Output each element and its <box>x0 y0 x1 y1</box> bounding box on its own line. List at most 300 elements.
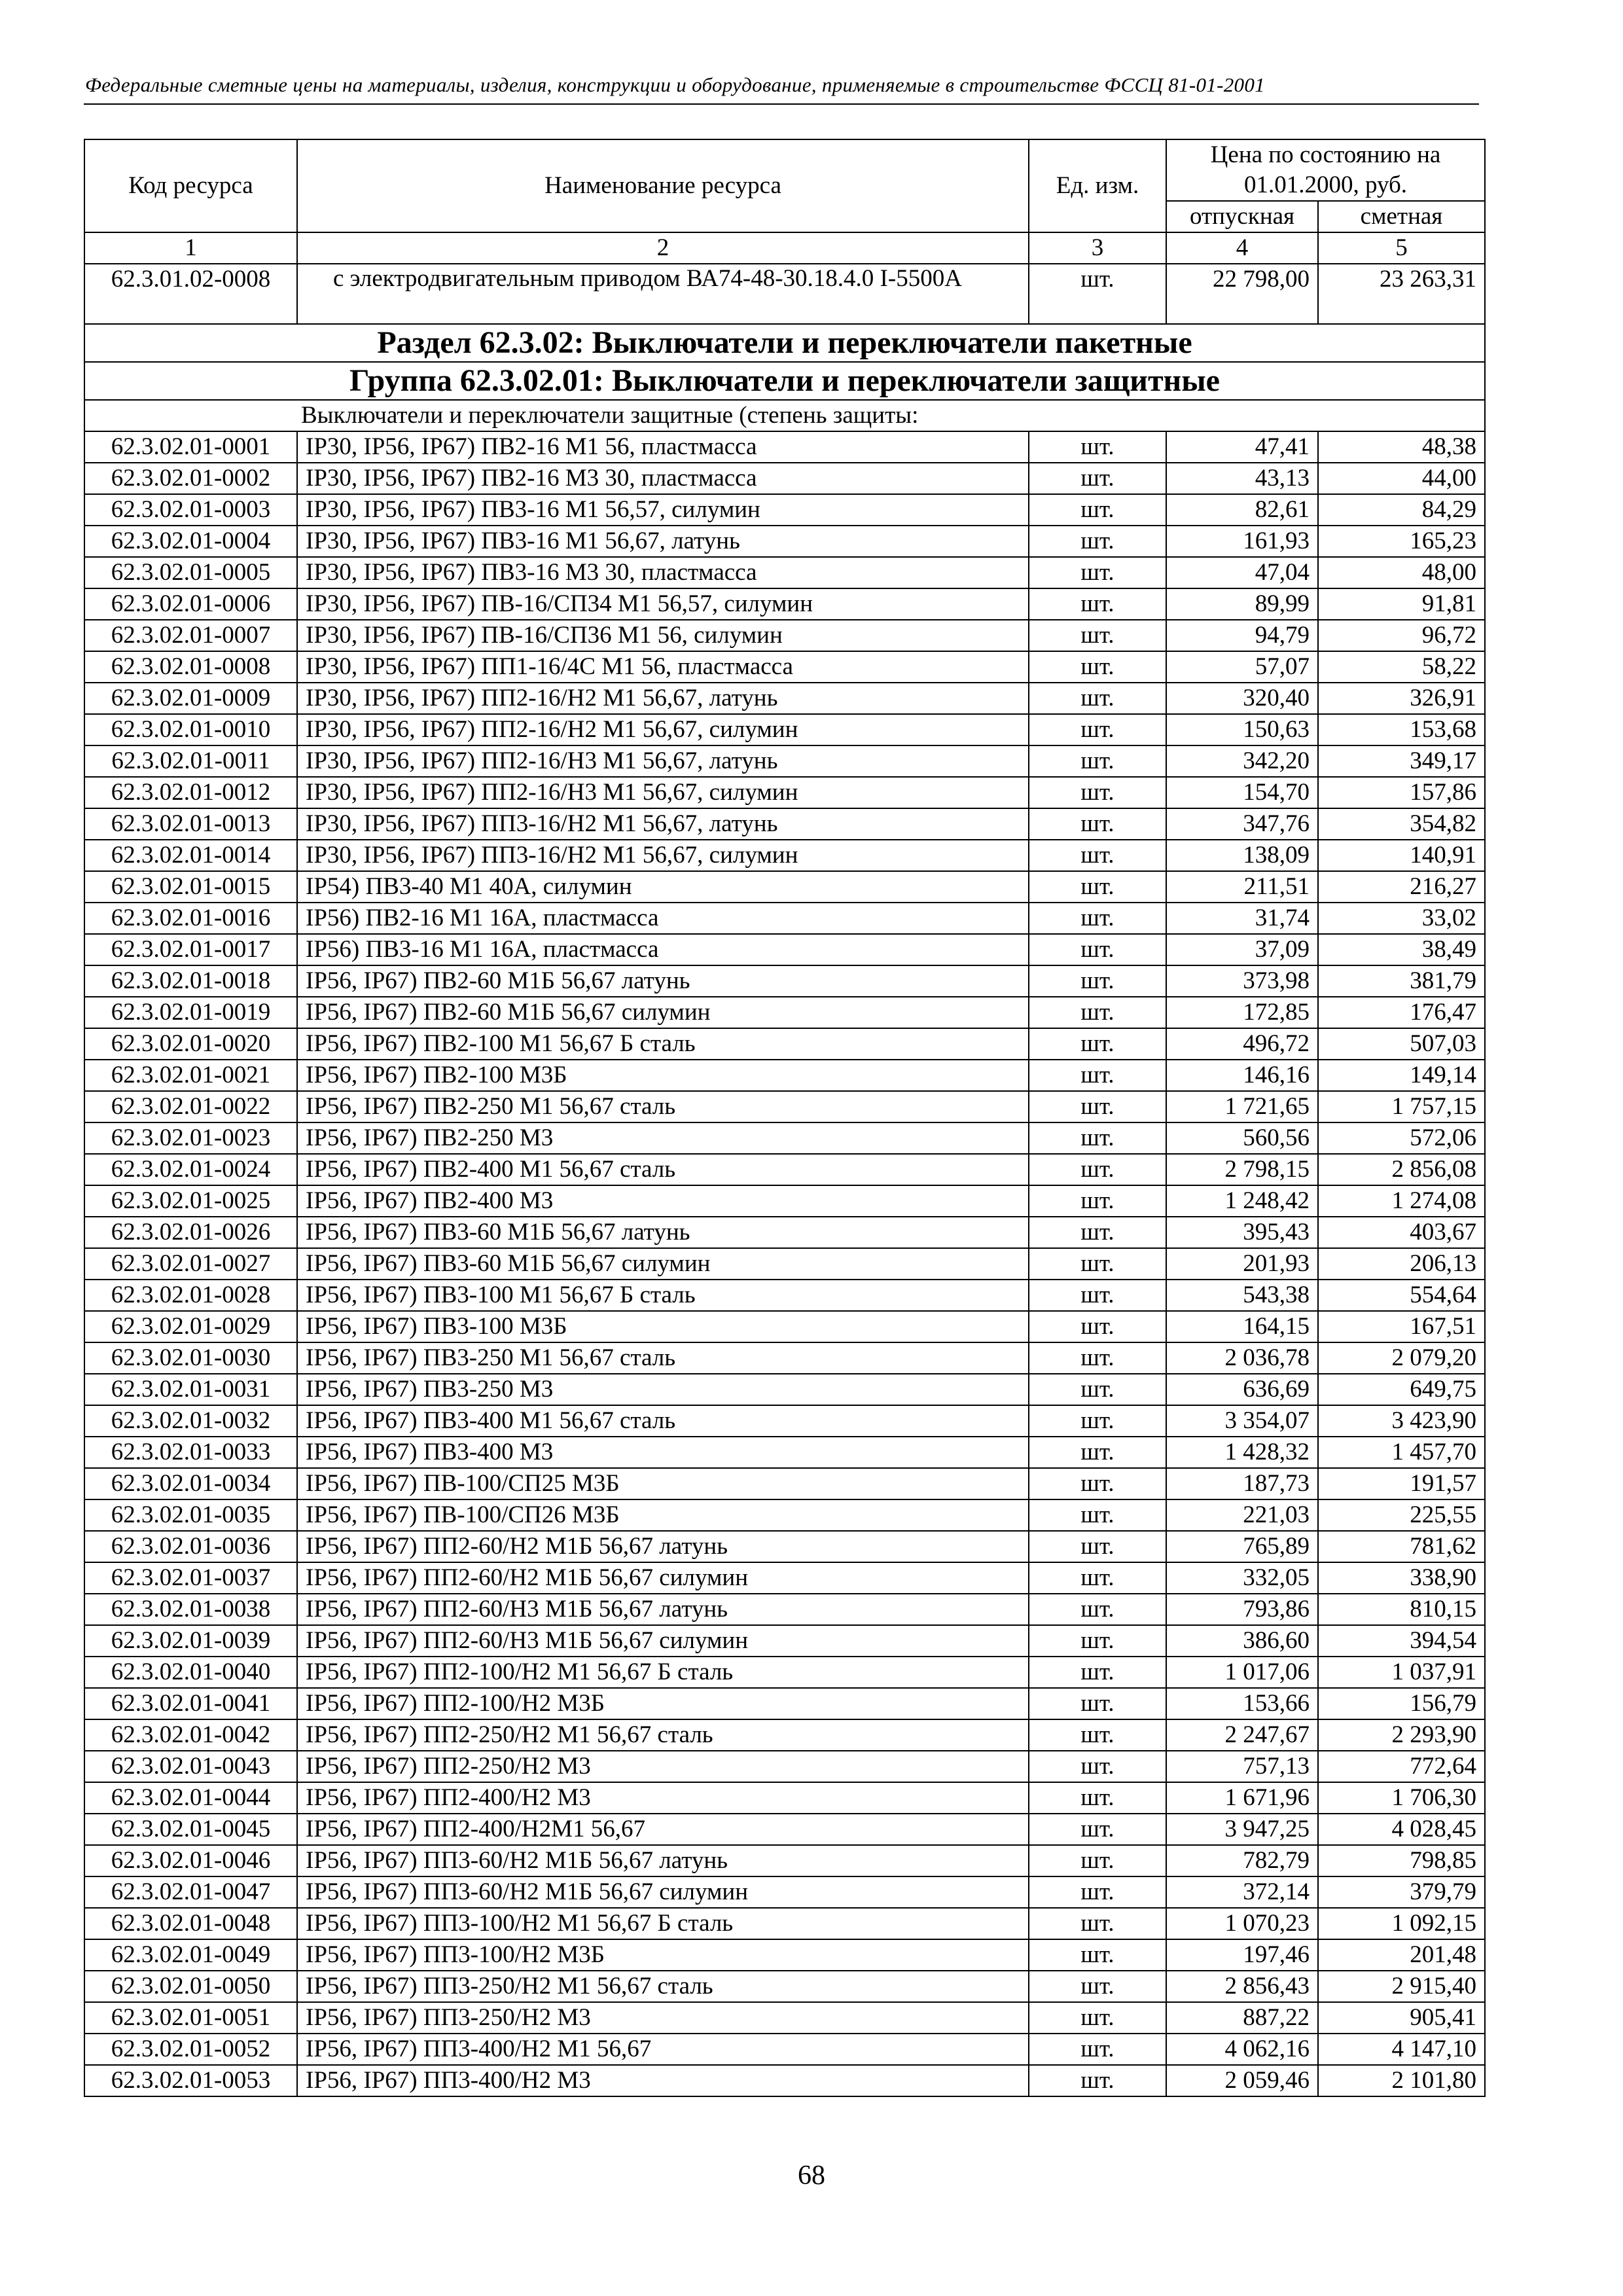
resource-name: IP56, IP67) ПП2-250/Н2 М3 <box>297 1751 1029 1782</box>
resource-unit: шт. <box>1029 745 1166 777</box>
resource-code: 62.3.02.01-0023 <box>84 1122 297 1154</box>
resource-unit: шт. <box>1029 840 1166 871</box>
resource-unit: шт. <box>1029 651 1166 683</box>
resource-code: 62.3.02.01-0026 <box>84 1217 297 1248</box>
estimate-price: 216,27 <box>1318 871 1485 903</box>
resource-name: IP56, IP67) ПП3-400/Н2 М1 56,67 <box>297 2034 1029 2065</box>
resource-code: 62.3.02.01-0029 <box>84 1311 297 1342</box>
resource-unit: шт. <box>1029 620 1166 651</box>
table-row <box>84 431 1485 463</box>
col-header-code: Код ресурса <box>84 139 297 232</box>
resource-unit: шт. <box>1029 1814 1166 1845</box>
resource-name: IP56, IP67) ПП2-400/Н2М1 56,67 <box>297 1814 1029 1845</box>
estimate-price: 2 079,20 <box>1318 1342 1485 1374</box>
estimate-price: 354,82 <box>1318 808 1485 840</box>
resource-unit: шт. <box>1029 1028 1166 1060</box>
table-row <box>84 494 1485 526</box>
resource-name: IP30, IP56, IP67) ПВ2-16 М3 30, пластмасса <box>297 463 1029 494</box>
resource-unit: шт. <box>1029 777 1166 808</box>
estimate-price: 1 274,08 <box>1318 1185 1485 1217</box>
resource-unit: шт. <box>1029 264 1166 324</box>
resource-unit: шт. <box>1029 965 1166 997</box>
resource-unit: шт. <box>1029 1280 1166 1311</box>
page-number: 68 <box>798 2161 825 2191</box>
estimate-price: 23 263,31 <box>1318 264 1485 324</box>
release-price: 496,72 <box>1166 1028 1318 1060</box>
resource-code: 62.3.02.01-0051 <box>84 2002 297 2034</box>
estimate-price: 326,91 <box>1318 683 1485 714</box>
resource-name: IP56, IP67) ПВ2-400 М3 <box>297 1185 1029 1217</box>
resource-code: 62.3.02.01-0040 <box>84 1657 297 1688</box>
resource-name: IP56) ПВ3-16 М1 16А, пластмасса <box>297 934 1029 965</box>
resource-name: IP30, IP56, IP67) ПВ3-16 М1 56,67, латунь <box>297 526 1029 557</box>
release-price: 386,60 <box>1166 1625 1318 1657</box>
resource-name: IP56, IP67) ПП2-60/Н3 М1Б 56,67 латунь <box>297 1594 1029 1625</box>
estimate-price: 1 757,15 <box>1318 1091 1485 1122</box>
resource-name: IP56, IP67) ПП2-250/Н2 М1 56,67 сталь <box>297 1719 1029 1751</box>
estimate-price: 48,00 <box>1318 557 1485 588</box>
resource-unit: шт. <box>1029 1405 1166 1437</box>
release-price: 3 354,07 <box>1166 1405 1318 1437</box>
release-price: 342,20 <box>1166 745 1318 777</box>
release-price: 2 059,46 <box>1166 2065 1318 2096</box>
release-price: 765,89 <box>1166 1531 1318 1562</box>
resource-unit: шт. <box>1029 1719 1166 1751</box>
resource-name: IP56, IP67) ПП3-250/Н2 М1 56,67 сталь <box>297 1971 1029 2002</box>
estimate-price: 206,13 <box>1318 1248 1485 1280</box>
table-row <box>84 1091 1485 1122</box>
resource-unit: шт. <box>1029 1751 1166 1782</box>
estimate-price: 905,41 <box>1318 2002 1485 2034</box>
estimate-price: 191,57 <box>1318 1468 1485 1499</box>
resource-name: IP30, IP56, IP67) ПП2-16/Н3 М1 56,67, силумин <box>297 777 1029 808</box>
estimate-price: 149,14 <box>1318 1060 1485 1091</box>
resource-code: 62.3.02.01-0052 <box>84 2034 297 2065</box>
col-number: 3 <box>1029 232 1166 264</box>
resource-code: 62.3.02.01-0042 <box>84 1719 297 1751</box>
estimate-price: 381,79 <box>1318 965 1485 997</box>
estimate-price: 394,54 <box>1318 1625 1485 1657</box>
resource-name: IP30, IP56, IP67) ПП3-16/Н2 М1 56,67, латунь <box>297 808 1029 840</box>
resource-unit: шт. <box>1029 1185 1166 1217</box>
resource-unit: шт. <box>1029 1562 1166 1594</box>
resource-unit: шт. <box>1029 1876 1166 1908</box>
resource-name: IP56, IP67) ПВ2-60 М1Б 56,67 латунь <box>297 965 1029 997</box>
resource-name: IP30, IP56, IP67) ПВ3-16 М1 56,57, силумин <box>297 494 1029 526</box>
header-rule <box>84 103 1479 105</box>
release-price: 47,04 <box>1166 557 1318 588</box>
estimate-price: 649,75 <box>1318 1374 1485 1405</box>
table-row <box>84 1028 1485 1060</box>
estimate-price: 3 423,90 <box>1318 1405 1485 1437</box>
resource-unit: шт. <box>1029 1782 1166 1814</box>
table-row <box>84 1782 1485 1814</box>
resource-name: IP30, IP56, IP67) ПВ2-16 М1 56, пластмасса <box>297 431 1029 463</box>
estimate-price: 225,55 <box>1318 1499 1485 1531</box>
estimate-price: 2 856,08 <box>1318 1154 1485 1185</box>
resource-code: 62.3.02.01-0034 <box>84 1468 297 1499</box>
table-row <box>84 683 1485 714</box>
resource-name: IP30, IP56, IP67) ПВ-16/СП36 М1 56, силумин <box>297 620 1029 651</box>
release-price: 1 070,23 <box>1166 1908 1318 1939</box>
resource-name: IP30, IP56, IP67) ПП2-16/Н3 М1 56,67, латунь <box>297 745 1029 777</box>
table-row <box>84 903 1485 934</box>
col-header-unit: Ед. изм. <box>1029 139 1166 232</box>
estimate-price: 167,51 <box>1318 1311 1485 1342</box>
resource-code: 62.3.02.01-0053 <box>84 2065 297 2096</box>
resource-code: 62.3.02.01-0045 <box>84 1814 297 1845</box>
resource-name: IP56, IP67) ПВ2-100 М3Б <box>297 1060 1029 1091</box>
resource-unit: шт. <box>1029 1091 1166 1122</box>
resource-unit: шт. <box>1029 714 1166 745</box>
table-row <box>84 840 1485 871</box>
release-price: 154,70 <box>1166 777 1318 808</box>
resource-name: IP30, IP56, IP67) ПВ3-16 М3 30, пластмасса <box>297 557 1029 588</box>
table-row <box>84 588 1485 620</box>
resource-name: IP30, IP56, IP67) ПП2-16/Н2 М1 56,67, силумин <box>297 714 1029 745</box>
resource-code: 62.3.02.01-0001 <box>84 431 297 463</box>
resource-unit: шт. <box>1029 463 1166 494</box>
resource-name: IP56, IP67) ПВ3-250 М1 56,67 сталь <box>297 1342 1029 1374</box>
resource-code: 62.3.02.01-0035 <box>84 1499 297 1531</box>
resource-name: IP56, IP67) ПВ3-400 М3 <box>297 1437 1029 1468</box>
release-price: 2 036,78 <box>1166 1342 1318 1374</box>
estimate-price: 572,06 <box>1318 1122 1485 1154</box>
col-header-price: Цена по состоянию на 01.01.2000, руб. <box>1166 139 1485 201</box>
resource-name: IP30, IP56, IP67) ПП2-16/Н2 М1 56,67, латунь <box>297 683 1029 714</box>
table-row <box>84 1939 1485 1971</box>
table-row <box>84 2002 1485 2034</box>
estimate-price: 4 028,45 <box>1318 1814 1485 1845</box>
estimate-price: 140,91 <box>1318 840 1485 871</box>
release-price: 1 671,96 <box>1166 1782 1318 1814</box>
release-price: 347,76 <box>1166 808 1318 840</box>
table-row <box>84 1185 1485 1217</box>
resource-code: 62.3.02.01-0003 <box>84 494 297 526</box>
estimate-price: 153,68 <box>1318 714 1485 745</box>
estimate-price: 554,64 <box>1318 1280 1485 1311</box>
resource-code: 62.3.02.01-0043 <box>84 1751 297 1782</box>
resource-code: 62.3.02.01-0038 <box>84 1594 297 1625</box>
resource-name: IP56, IP67) ПП3-250/Н2 М3 <box>297 2002 1029 2034</box>
estimate-price: 1 706,30 <box>1318 1782 1485 1814</box>
resource-unit: шт. <box>1029 1971 1166 2002</box>
col-number: 4 <box>1166 232 1318 264</box>
table-row <box>84 620 1485 651</box>
resource-unit: шт. <box>1029 1908 1166 1939</box>
release-price: 793,86 <box>1166 1594 1318 1625</box>
resource-code: 62.3.02.01-0008 <box>84 651 297 683</box>
release-price: 37,09 <box>1166 934 1318 965</box>
resource-name: IP56, IP67) ПВ2-250 М1 56,67 сталь <box>297 1091 1029 1122</box>
group-description: Выключатели и переключатели защитные (степень защиты: <box>84 400 1485 431</box>
resource-code: 62.3.02.01-0017 <box>84 934 297 965</box>
resource-code: 62.3.02.01-0009 <box>84 683 297 714</box>
estimate-price: 176,47 <box>1318 997 1485 1028</box>
resource-unit: шт. <box>1029 934 1166 965</box>
release-price: 138,09 <box>1166 840 1318 871</box>
estimate-price: 338,90 <box>1318 1562 1485 1594</box>
estimate-price: 33,02 <box>1318 903 1485 934</box>
release-price: 172,85 <box>1166 997 1318 1028</box>
resource-unit: шт. <box>1029 1217 1166 1248</box>
release-price: 161,93 <box>1166 526 1318 557</box>
resource-code: 62.3.02.01-0014 <box>84 840 297 871</box>
estimate-price: 798,85 <box>1318 1845 1485 1876</box>
estimate-price: 48,38 <box>1318 431 1485 463</box>
release-price: 221,03 <box>1166 1499 1318 1531</box>
resource-name: IP56, IP67) ПП3-60/Н2 М1Б 56,67 латунь <box>297 1845 1029 1876</box>
estimate-price: 58,22 <box>1318 651 1485 683</box>
resource-unit: шт. <box>1029 997 1166 1028</box>
resource-code: 62.3.02.01-0027 <box>84 1248 297 1280</box>
resource-code: 62.3.02.01-0044 <box>84 1782 297 1814</box>
resource-name: IP56, IP67) ПП2-60/Н3 М1Б 56,67 силумин <box>297 1625 1029 1657</box>
resource-code: 62.3.02.01-0022 <box>84 1091 297 1122</box>
resource-unit: шт. <box>1029 526 1166 557</box>
resource-unit: шт. <box>1029 1531 1166 1562</box>
resource-unit: шт. <box>1029 2065 1166 2096</box>
table-row <box>84 997 1485 1028</box>
estimate-price: 165,23 <box>1318 526 1485 557</box>
release-price: 211,51 <box>1166 871 1318 903</box>
table-row <box>84 1217 1485 1248</box>
resource-code: 62.3.02.01-0032 <box>84 1405 297 1437</box>
estimate-price: 4 147,10 <box>1318 2034 1485 2065</box>
table-row <box>84 1311 1485 1342</box>
col-header-name: Наименование ресурса <box>297 139 1029 232</box>
table-row <box>84 1876 1485 1908</box>
release-price: 636,69 <box>1166 1374 1318 1405</box>
table-row <box>84 965 1485 997</box>
resource-name: IP56, IP67) ПВ3-60 М1Б 56,67 силумин <box>297 1248 1029 1280</box>
resource-unit: шт. <box>1029 494 1166 526</box>
resource-unit: шт. <box>1029 1939 1166 1971</box>
estimate-price: 91,81 <box>1318 588 1485 620</box>
resource-code: 62.3.02.01-0033 <box>84 1437 297 1468</box>
col-number: 5 <box>1318 232 1485 264</box>
resource-code: 62.3.02.01-0024 <box>84 1154 297 1185</box>
table-row <box>84 1060 1485 1091</box>
resource-name: IP56, IP67) ПП2-60/Н2 М1Б 56,67 силумин <box>297 1562 1029 1594</box>
resource-code: 62.3.02.01-0039 <box>84 1625 297 1657</box>
estimate-price: 1 092,15 <box>1318 1908 1485 1939</box>
col-number: 2 <box>297 232 1029 264</box>
group-title: Группа 62.3.02.01: Выключатели и переключатели защитные <box>84 362 1485 400</box>
resource-code: 62.3.02.01-0037 <box>84 1562 297 1594</box>
release-price: 887,22 <box>1166 2002 1318 2034</box>
resource-name: IP30, IP56, IP67) ПП3-16/Н2 М1 56,67, силумин <box>297 840 1029 871</box>
col-number: 1 <box>84 232 297 264</box>
resource-code: 62.3.02.01-0002 <box>84 463 297 494</box>
resource-unit: шт. <box>1029 1311 1166 1342</box>
estimate-price: 96,72 <box>1318 620 1485 651</box>
resource-unit: шт. <box>1029 808 1166 840</box>
estimate-price: 157,86 <box>1318 777 1485 808</box>
release-price: 94,79 <box>1166 620 1318 651</box>
estimate-price: 810,15 <box>1318 1594 1485 1625</box>
table-row <box>84 557 1485 588</box>
resource-code: 62.3.02.01-0018 <box>84 965 297 997</box>
resource-name: IP56, IP67) ПП2-60/Н2 М1Б 56,67 латунь <box>297 1531 1029 1562</box>
resource-name: IP56, IP67) ПП3-60/Н2 М1Б 56,67 силумин <box>297 1876 1029 1908</box>
table-row <box>84 1688 1485 1719</box>
release-price: 89,99 <box>1166 588 1318 620</box>
release-price: 187,73 <box>1166 1468 1318 1499</box>
release-price: 372,14 <box>1166 1876 1318 1908</box>
table-row <box>84 745 1485 777</box>
table-row <box>84 2034 1485 2065</box>
release-price: 22 798,00 <box>1166 264 1318 324</box>
resource-code: 62.3.02.01-0007 <box>84 620 297 651</box>
table-row <box>84 1280 1485 1311</box>
section-title: Раздел 62.3.02: Выключатели и переключатели пакетные <box>84 324 1485 362</box>
resource-unit: шт. <box>1029 557 1166 588</box>
resource-unit: шт. <box>1029 1657 1166 1688</box>
estimate-price: 403,67 <box>1318 1217 1485 1248</box>
estimate-price: 201,48 <box>1318 1939 1485 1971</box>
estimate-price: 781,62 <box>1318 1531 1485 1562</box>
release-price: 31,74 <box>1166 903 1318 934</box>
table-row <box>84 1122 1485 1154</box>
table-row <box>84 1154 1485 1185</box>
resource-name: IP56, IP67) ПВ3-60 М1Б 56,67 латунь <box>297 1217 1029 1248</box>
resource-unit: шт. <box>1029 1154 1166 1185</box>
table-row <box>84 1719 1485 1751</box>
release-price: 164,15 <box>1166 1311 1318 1342</box>
resource-code: 62.3.02.01-0011 <box>84 745 297 777</box>
table-row <box>84 1499 1485 1531</box>
resource-name: IP56, IP67) ПВ3-400 М1 56,67 сталь <box>297 1405 1029 1437</box>
resource-code: 62.3.02.01-0046 <box>84 1845 297 1876</box>
resource-code: 62.3.02.01-0016 <box>84 903 297 934</box>
resource-code: 62.3.02.01-0004 <box>84 526 297 557</box>
estimate-price: 2 293,90 <box>1318 1719 1485 1751</box>
resource-unit: шт. <box>1029 1688 1166 1719</box>
release-price: 153,66 <box>1166 1688 1318 1719</box>
resource-code: 62.3.02.01-0050 <box>84 1971 297 2002</box>
table-row <box>84 1845 1485 1876</box>
table-row <box>84 1248 1485 1280</box>
resource-name: IP56, IP67) ПВ2-100 М1 56,67 Б сталь <box>297 1028 1029 1060</box>
release-price: 332,05 <box>1166 1562 1318 1594</box>
table-row <box>84 714 1485 745</box>
table-row <box>84 1657 1485 1688</box>
resource-code: 62.3.02.01-0012 <box>84 777 297 808</box>
resource-name: IP56, IP67) ПВ3-100 М1 56,67 Б сталь <box>297 1280 1029 1311</box>
resource-code: 62.3.02.01-0030 <box>84 1342 297 1374</box>
estimate-price: 2 915,40 <box>1318 1971 1485 2002</box>
table-row <box>84 463 1485 494</box>
resource-code: 62.3.02.01-0036 <box>84 1531 297 1562</box>
resource-code: 62.3.02.01-0025 <box>84 1185 297 1217</box>
table-row <box>84 1751 1485 1782</box>
col-header-release: отпускная <box>1166 201 1318 232</box>
resource-name: IP54) ПВ3-40 М1 40А, силумин <box>297 871 1029 903</box>
table-row <box>84 2065 1485 2096</box>
release-price: 150,63 <box>1166 714 1318 745</box>
estimate-price: 84,29 <box>1318 494 1485 526</box>
estimate-price: 2 101,80 <box>1318 2065 1485 2096</box>
table-row <box>84 1594 1485 1625</box>
resource-unit: шт. <box>1029 1499 1166 1531</box>
resource-name: IP56, IP67) ПВ2-250 М3 <box>297 1122 1029 1154</box>
release-price: 757,13 <box>1166 1751 1318 1782</box>
release-price: 2 856,43 <box>1166 1971 1318 2002</box>
resource-unit: шт. <box>1029 903 1166 934</box>
resource-name: IP56, IP67) ПП3-100/Н2 М1 56,67 Б сталь <box>297 1908 1029 1939</box>
estimate-price: 156,79 <box>1318 1688 1485 1719</box>
release-price: 782,79 <box>1166 1845 1318 1876</box>
release-price: 4 062,16 <box>1166 2034 1318 2065</box>
estimate-price: 1 037,91 <box>1318 1657 1485 1688</box>
resource-name: IP56, IP67) ПП2-100/Н2 М3Б <box>297 1688 1029 1719</box>
release-price: 2 798,15 <box>1166 1154 1318 1185</box>
release-price: 1 721,65 <box>1166 1091 1318 1122</box>
resource-unit: шт. <box>1029 1437 1166 1468</box>
table-row <box>84 1971 1485 2002</box>
resource-name: IP30, IP56, IP67) ПВ-16/СП34 М1 56,57, силумин <box>297 588 1029 620</box>
resource-name: IP56, IP67) ПВ3-100 М3Б <box>297 1311 1029 1342</box>
estimate-price: 772,64 <box>1318 1751 1485 1782</box>
release-price: 43,13 <box>1166 463 1318 494</box>
resource-code: 62.3.02.01-0049 <box>84 1939 297 1971</box>
resource-name: с электродвигательным приводом ВА74-48-30.18.4.0 I-5500А <box>297 264 1029 324</box>
resource-code: 62.3.02.01-0028 <box>84 1280 297 1311</box>
resource-name: IP30, IP56, IP67) ПП1-16/4С М1 56, пластмасса <box>297 651 1029 683</box>
release-price: 560,56 <box>1166 1122 1318 1154</box>
resource-code: 62.3.02.01-0048 <box>84 1908 297 1939</box>
release-price: 82,61 <box>1166 494 1318 526</box>
estimate-price: 349,17 <box>1318 745 1485 777</box>
table-row <box>84 1814 1485 1845</box>
resource-unit: шт. <box>1029 1060 1166 1091</box>
table-row <box>84 526 1485 557</box>
resource-code: 62.3.02.01-0047 <box>84 1876 297 1908</box>
resource-unit: шт. <box>1029 1374 1166 1405</box>
table-row <box>84 1531 1485 1562</box>
estimate-price: 38,49 <box>1318 934 1485 965</box>
table-row <box>84 1562 1485 1594</box>
table-row <box>84 808 1485 840</box>
release-price: 1 017,06 <box>1166 1657 1318 1688</box>
resource-code: 62.3.02.01-0010 <box>84 714 297 745</box>
table-row <box>84 871 1485 903</box>
resource-code: 62.3.02.01-0005 <box>84 557 297 588</box>
resource-unit: шт. <box>1029 1342 1166 1374</box>
resource-unit: шт. <box>1029 1625 1166 1657</box>
resource-name: IP56, IP67) ПП2-100/Н2 М1 56,67 Б сталь <box>297 1657 1029 1688</box>
release-price: 57,07 <box>1166 651 1318 683</box>
resource-unit: шт. <box>1029 588 1166 620</box>
table-row <box>84 777 1485 808</box>
resource-unit: шт. <box>1029 1468 1166 1499</box>
release-price: 201,93 <box>1166 1248 1318 1280</box>
resource-unit: шт. <box>1029 1248 1166 1280</box>
resource-code: 62.3.02.01-0015 <box>84 871 297 903</box>
table-row <box>84 1468 1485 1499</box>
release-price: 1 428,32 <box>1166 1437 1318 1468</box>
resource-code: 62.3.02.01-0021 <box>84 1060 297 1091</box>
estimate-price: 379,79 <box>1318 1876 1485 1908</box>
resource-name: IP56, IP67) ПВ3-250 М3 <box>297 1374 1029 1405</box>
table-row <box>84 1374 1485 1405</box>
table-row <box>84 1625 1485 1657</box>
price-table <box>84 139 1486 2097</box>
table-row <box>84 651 1485 683</box>
release-price: 146,16 <box>1166 1060 1318 1091</box>
release-price: 47,41 <box>1166 431 1318 463</box>
